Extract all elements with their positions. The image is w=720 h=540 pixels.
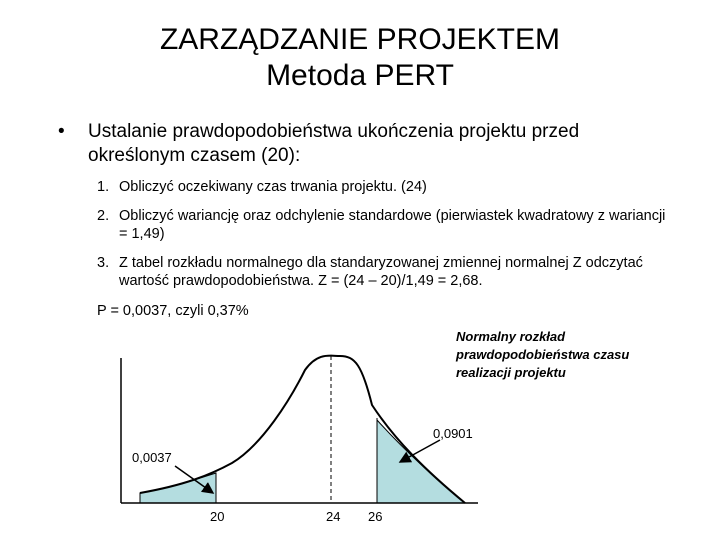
list-item-number: 2. — [97, 208, 110, 224]
main-bullet-text: Ustalanie prawdopodobieństwa ukończenia projektu przed określonym czasem (20): — [88, 121, 580, 166]
x-label-20: 20 — [210, 509, 225, 524]
probability-result: P = 0,0037, czyli 0,37% — [97, 303, 249, 319]
list-item-text: Obliczyć oczekiwany czas trwania projektu. (24) — [119, 179, 427, 195]
x-label-26: 26 — [368, 509, 383, 524]
right-area-label: 0,0901 — [433, 426, 473, 441]
list-item-text: Z tabel rozkładu normalnego dla standaryzowanej zmiennej normalnej Z odczytać wartość prawdopodobieństwa. Z = (24 – 20)/1,49 = 2,68. — [119, 255, 643, 289]
left-tail-area — [140, 473, 216, 503]
bullet-symbol: • — [58, 121, 65, 142]
x-label-24: 24 — [326, 509, 341, 524]
list-item-text: Obliczyć wariancję oraz odchylenie standardowe (pierwiastek kwadratowy z wariancji = 1,49) — [119, 208, 666, 242]
figure-caption: Normalny rozkład prawdopodobieństwa czasu realizacji projektu — [456, 329, 630, 380]
list-item-number: 1. — [97, 179, 110, 195]
left-area-label: 0,0037 — [132, 450, 172, 465]
slide-title: ZARZĄDZANIE PROJEKTEM — [159, 23, 561, 56]
list-item-number: 3. — [97, 255, 110, 271]
slide-subtitle: Metoda PERT — [266, 59, 454, 92]
